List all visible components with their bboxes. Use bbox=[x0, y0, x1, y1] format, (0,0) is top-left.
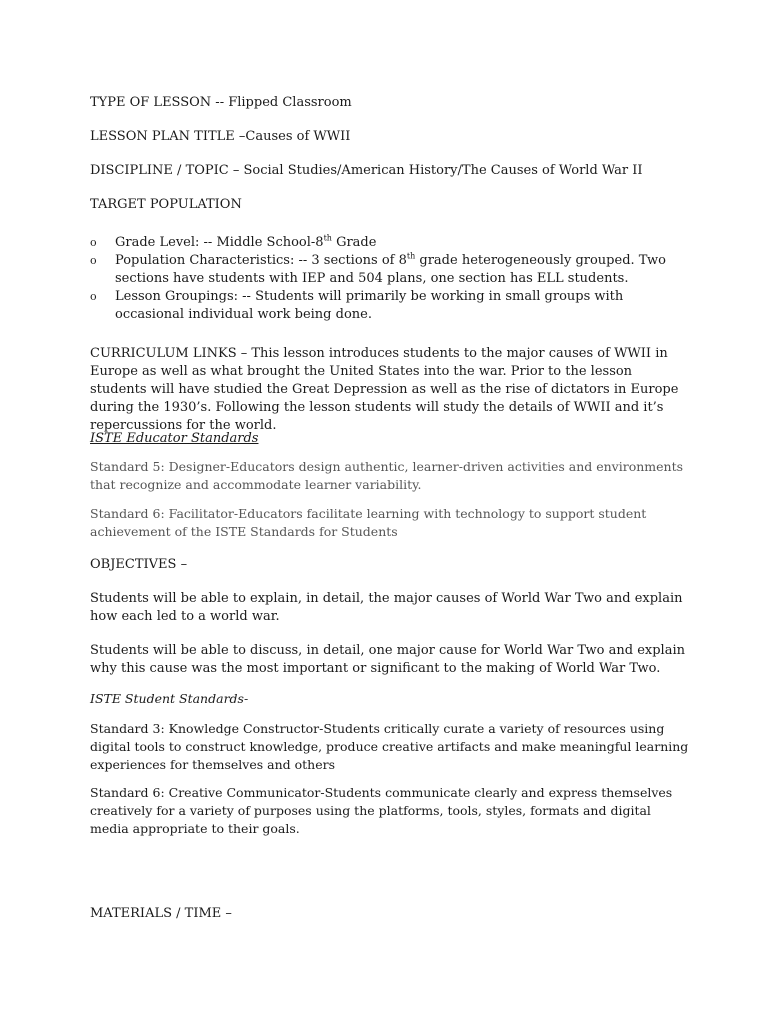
lesson-type: TYPE OF LESSON -- Flipped Classroom bbox=[90, 95, 352, 110]
discipline-topic: DISCIPLINE / TOPIC – Social Studies/American History/The Causes of World War II bbox=[90, 163, 643, 178]
list-item-grade-level: o Grade Level: -- Middle School-8th Grade bbox=[90, 233, 377, 250]
target-population-list bbox=[90, 234, 670, 324]
iste-educator-standard-5: Standard 5: Designer-Educators design authentic, learner-driven activities and environments that recognize and accommodate learner variability. bbox=[90, 459, 684, 492]
lesson-plan-title: LESSON PLAN TITLE –Causes of WWII bbox=[90, 129, 351, 144]
objective-2: Students will be able to discuss, in detail, one major cause for World War Two and explain why this cause was the most important or significant to the making of World War Two. bbox=[90, 643, 685, 676]
iste-student-standard-6: Standard 6: Creative Communicator-Students communicate clearly and express themselves creatively for a variety of purposes using the platforms, tools, styles, formats and digital media appropriate to their goals. bbox=[90, 785, 673, 836]
iste-educator-standards-heading: ISTE Educator Standards bbox=[90, 431, 259, 446]
bullet-icon: o bbox=[90, 290, 97, 303]
objectives-heading: OBJECTIVES – bbox=[90, 557, 188, 572]
list-item-lesson-groupings: o Lesson Groupings: -- Students will primarily be working in small groups with occasional individual work being done. bbox=[90, 289, 624, 322]
iste-student-standards-heading: ISTE Student Standards- bbox=[90, 691, 249, 706]
curriculum-links: CURRICULUM LINKS – This lesson introduces students to the major causes of WWII in Europe as well as what brought the United States into the war. Prior to the lesson students will have studied the Great Depression as well as the rise of dictators in Europe during the 1930’s. Following the lesson students will study the details of WWII and it’s repercussions for the world. bbox=[90, 346, 679, 433]
list-item-population-characteristics: o Population Characteristics: -- 3 sections of 8th grade heterogeneously grouped. Two sections have students with IEP and 504 plans, one section has ELL students. bbox=[90, 251, 666, 286]
materials-time-heading: MATERIALS / TIME – bbox=[90, 906, 232, 921]
iste-student-standard-3: Standard 3: Knowledge Constructor-Students critically curate a variety of resources using digital tools to construct knowledge, produce creative artifacts and make meaningful learning experiences for themselves and others bbox=[90, 721, 689, 772]
objective-1: Students will be able to explain, in detail, the major causes of World War Two and explain how each led to a world war. bbox=[90, 591, 683, 624]
bullet-icon: o bbox=[90, 236, 97, 249]
bullet-icon: o bbox=[90, 254, 97, 267]
target-population-heading: TARGET POPULATION bbox=[90, 197, 242, 212]
iste-educator-standard-6: Standard 6: Facilitator-Educators facilitate learning with technology to support student achievement of the ISTE Standards for Students bbox=[90, 506, 647, 539]
